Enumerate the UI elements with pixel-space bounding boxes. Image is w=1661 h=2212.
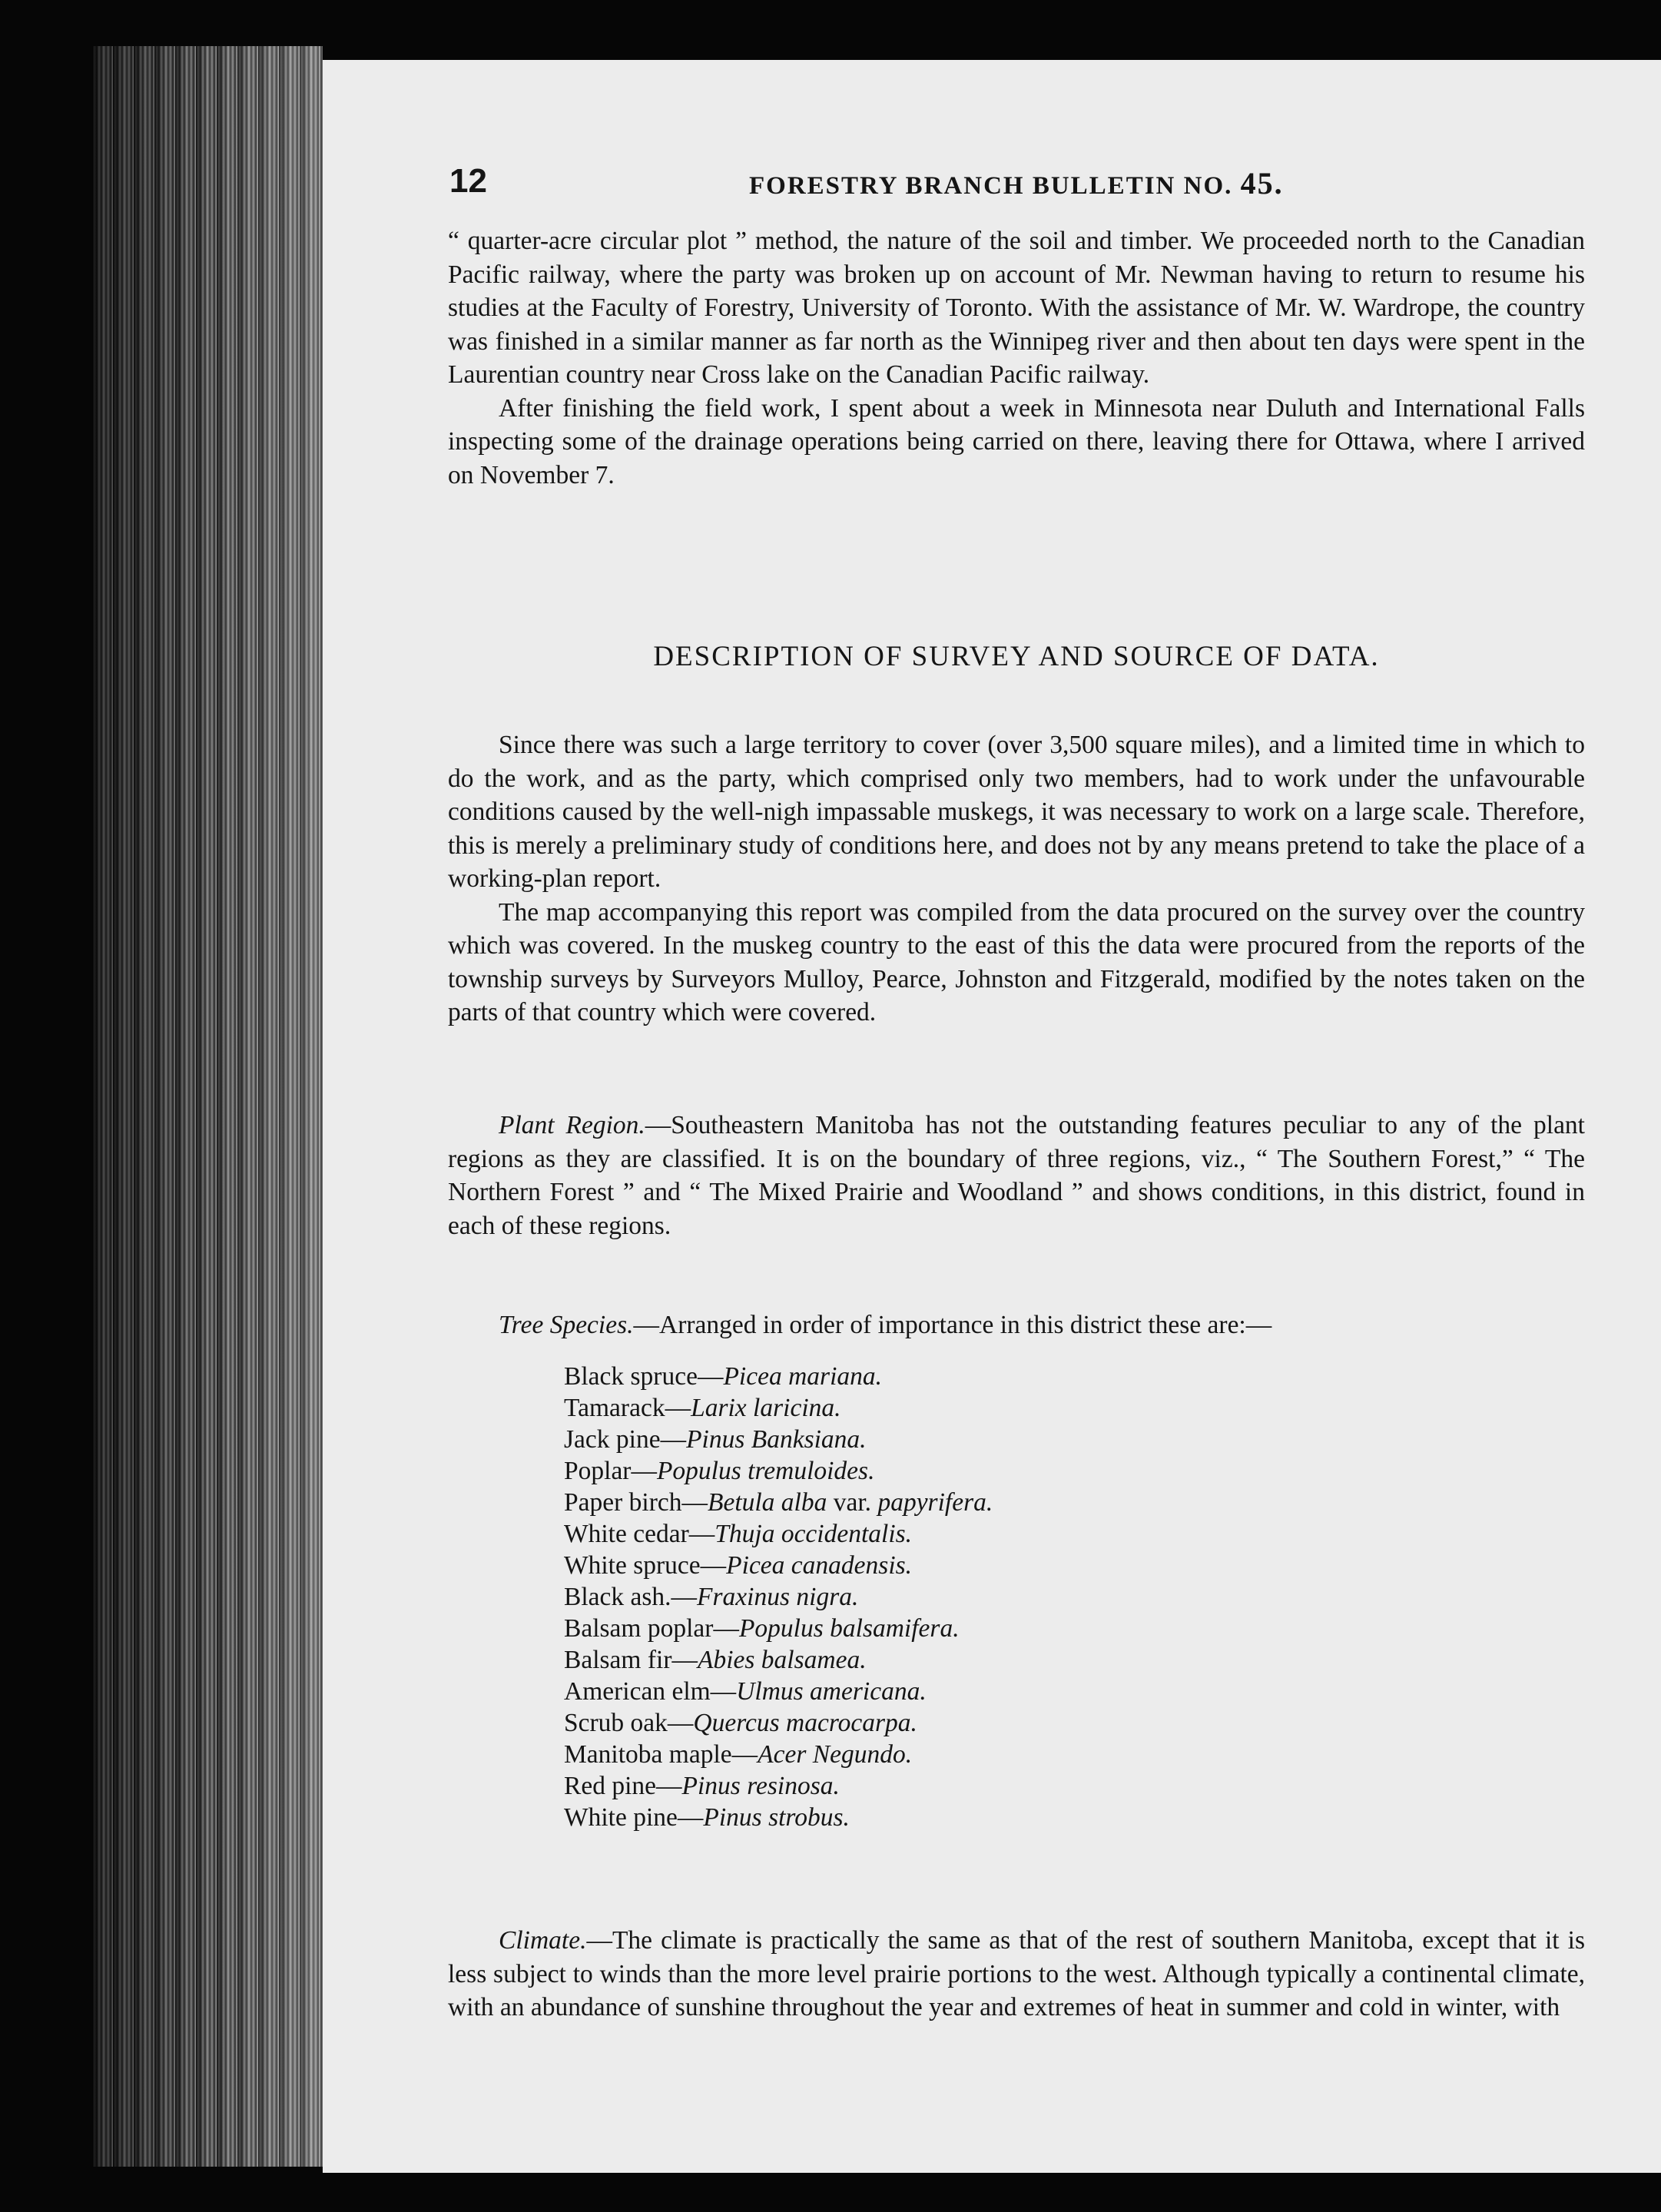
book-page-edges bbox=[92, 46, 323, 2167]
species-common-name: Poplar— bbox=[564, 1457, 657, 1485]
species-scientific-name: Acer Negundo. bbox=[758, 1740, 913, 1769]
species-item bbox=[564, 1361, 1409, 1392]
species-common-name: White pine— bbox=[564, 1803, 704, 1832]
intro-paragraphs bbox=[448, 224, 1585, 492]
species-scientific-name: Fraxinus nigra. bbox=[697, 1583, 859, 1611]
species-scientific-name: Thuja occidentalis. bbox=[714, 1520, 913, 1548]
species-item bbox=[564, 1487, 1409, 1518]
species-common-name: American elm— bbox=[564, 1677, 737, 1706]
species-item bbox=[564, 1770, 1409, 1802]
species-scientific-name: Betula alba bbox=[707, 1488, 827, 1517]
species-item bbox=[564, 1707, 1409, 1739]
species-common-name: Tamarack— bbox=[564, 1394, 691, 1422]
tree-species-text: —Arranged in order of importance in this district these are:— bbox=[633, 1311, 1272, 1339]
tree-species-heading: Tree Species. bbox=[499, 1311, 634, 1339]
species-item bbox=[564, 1644, 1409, 1676]
paragraph-plant-region bbox=[448, 1109, 1585, 1242]
species-scientific-name: Populus balsamifera. bbox=[738, 1614, 960, 1643]
species-item bbox=[564, 1613, 1409, 1644]
species-item bbox=[564, 1739, 1409, 1770]
paragraph-party-route: “ quarter-acre circular plot ” method, the nature of the soil and timber. We proceeded north to the Canadian Pacific railway, where the party was broken up on account of Mr. Newman having to return to resume his studies at the Faculty of Forestry, University of Toronto. With the assistance of Mr. W. Wardrope, the country was finished in a similar manner as far north as the Winnipeg river and then about ten days were spent in the Laurentian country near Cross lake on the Canadian Pacific railway. bbox=[448, 227, 1585, 389]
species-common-name: White spruce— bbox=[564, 1551, 727, 1580]
species-common-name: Jack pine— bbox=[564, 1425, 687, 1454]
species-item bbox=[564, 1550, 1409, 1581]
species-variety-name: papyrifera. bbox=[877, 1488, 993, 1517]
species-var-label: var. bbox=[827, 1488, 878, 1517]
plant-region-heading: Plant Region. bbox=[499, 1111, 645, 1139]
paragraph-minnesota-visit: After finishing the field work, I spent about a week in Minnesota near Duluth and International Falls inspecting some of the drainage operations being carried on there, leaving there for Ottawa, where I arrived on November 7. bbox=[448, 393, 1585, 489]
paragraph-map: The map accompanying this report was compiled from the data procured on the survey over the country which was covered. In the muskeg country to the east of this the data were procured from the reports of the township surveys by Surveyors Mulloy, Pearce, Johnston and Fitzgerald, modified by the notes taken on the parts of that country which were covered. bbox=[448, 897, 1585, 1026]
paragraph-territory: Since there was such a large territory to cover (over 3,500 square miles), and a limited time in which to do the work, and as the party, which comprised only two members, had to work under the unfavourable conditions caused by the well-nigh impassable muskegs, it was necessary to work on a large scale. Therefore, this is merely a preliminary study of conditions here, and does not by any means pretend to take the place of a working-plan report. bbox=[448, 731, 1585, 893]
climate-section bbox=[448, 1924, 1585, 2025]
species-scientific-name: Quercus macrocarpa. bbox=[693, 1709, 917, 1737]
species-item bbox=[564, 1518, 1409, 1550]
section-title: DESCRIPTION OF SURVEY AND SOURCE OF DATA. bbox=[653, 641, 1380, 672]
species-scientific-name: Picea mariana. bbox=[723, 1362, 882, 1391]
species-scientific-name: Pinus Banksiana. bbox=[686, 1425, 867, 1454]
book-page bbox=[323, 60, 1661, 2173]
species-item bbox=[564, 1424, 1409, 1455]
species-scientific-name: Pinus strobus. bbox=[703, 1803, 850, 1832]
paragraph-climate bbox=[448, 1924, 1585, 2025]
species-common-name: Paper birch— bbox=[564, 1488, 708, 1517]
page-number: 12 bbox=[449, 162, 487, 200]
running-head bbox=[749, 165, 1284, 201]
species-common-name: Manitoba maple— bbox=[564, 1740, 758, 1769]
species-scientific-name: Ulmus americana. bbox=[736, 1677, 927, 1706]
species-item bbox=[564, 1802, 1409, 1833]
species-scientific-name: Larix laricina. bbox=[691, 1394, 841, 1422]
climate-text: —The climate is practically the same as that of the rest of southern Manitoba, except that it is less subject to winds than the more level prairie portions to the west. Although typically a continental climate, with an abundance of sunshine throughout the year and extremes of heat in summer and cold in winter, with bbox=[448, 1926, 1585, 2021]
species-common-name: Black spruce— bbox=[564, 1362, 724, 1391]
species-item bbox=[564, 1581, 1409, 1613]
climate-heading: Climate. bbox=[499, 1926, 587, 1955]
species-item bbox=[564, 1676, 1409, 1707]
species-common-name: Scrub oak— bbox=[564, 1709, 694, 1737]
species-scientific-name: Picea canadensis. bbox=[726, 1551, 913, 1580]
species-common-name: White cedar— bbox=[564, 1520, 715, 1548]
bulletin-number: 45. bbox=[1240, 166, 1284, 201]
page-header bbox=[449, 162, 1602, 208]
survey-paragraphs bbox=[448, 728, 1585, 1030]
plant-region-text: —Southeastern Manitoba has not the outstanding features peculiar to any of the plant regions as they are classified. It is on the boundary of three regions, viz., “ The Southern Forest,” “ The Northern Forest ” and “ The Mixed Prairie and Woodland ” and shows conditions, in this district, found in each of these regions. bbox=[448, 1111, 1585, 1240]
plant-region-section bbox=[448, 1109, 1585, 1242]
species-common-name: Balsam poplar— bbox=[564, 1614, 739, 1643]
species-item bbox=[564, 1392, 1409, 1424]
running-head-title: FORESTRY BRANCH BULLETIN NO. bbox=[749, 172, 1233, 200]
species-common-name: Balsam fir— bbox=[564, 1646, 698, 1674]
species-item bbox=[564, 1455, 1409, 1487]
tree-species-section bbox=[448, 1308, 1585, 1342]
species-scientific-name: Abies balsamea. bbox=[697, 1646, 867, 1674]
species-scientific-name: Pinus resinosa. bbox=[681, 1772, 840, 1800]
species-common-name: Red pine— bbox=[564, 1772, 682, 1800]
species-common-name: Black ash.— bbox=[564, 1583, 698, 1611]
species-scientific-name: Populus tremuloides. bbox=[656, 1457, 875, 1485]
paragraph-tree-species bbox=[448, 1308, 1585, 1342]
tree-species-list bbox=[564, 1361, 1409, 1833]
